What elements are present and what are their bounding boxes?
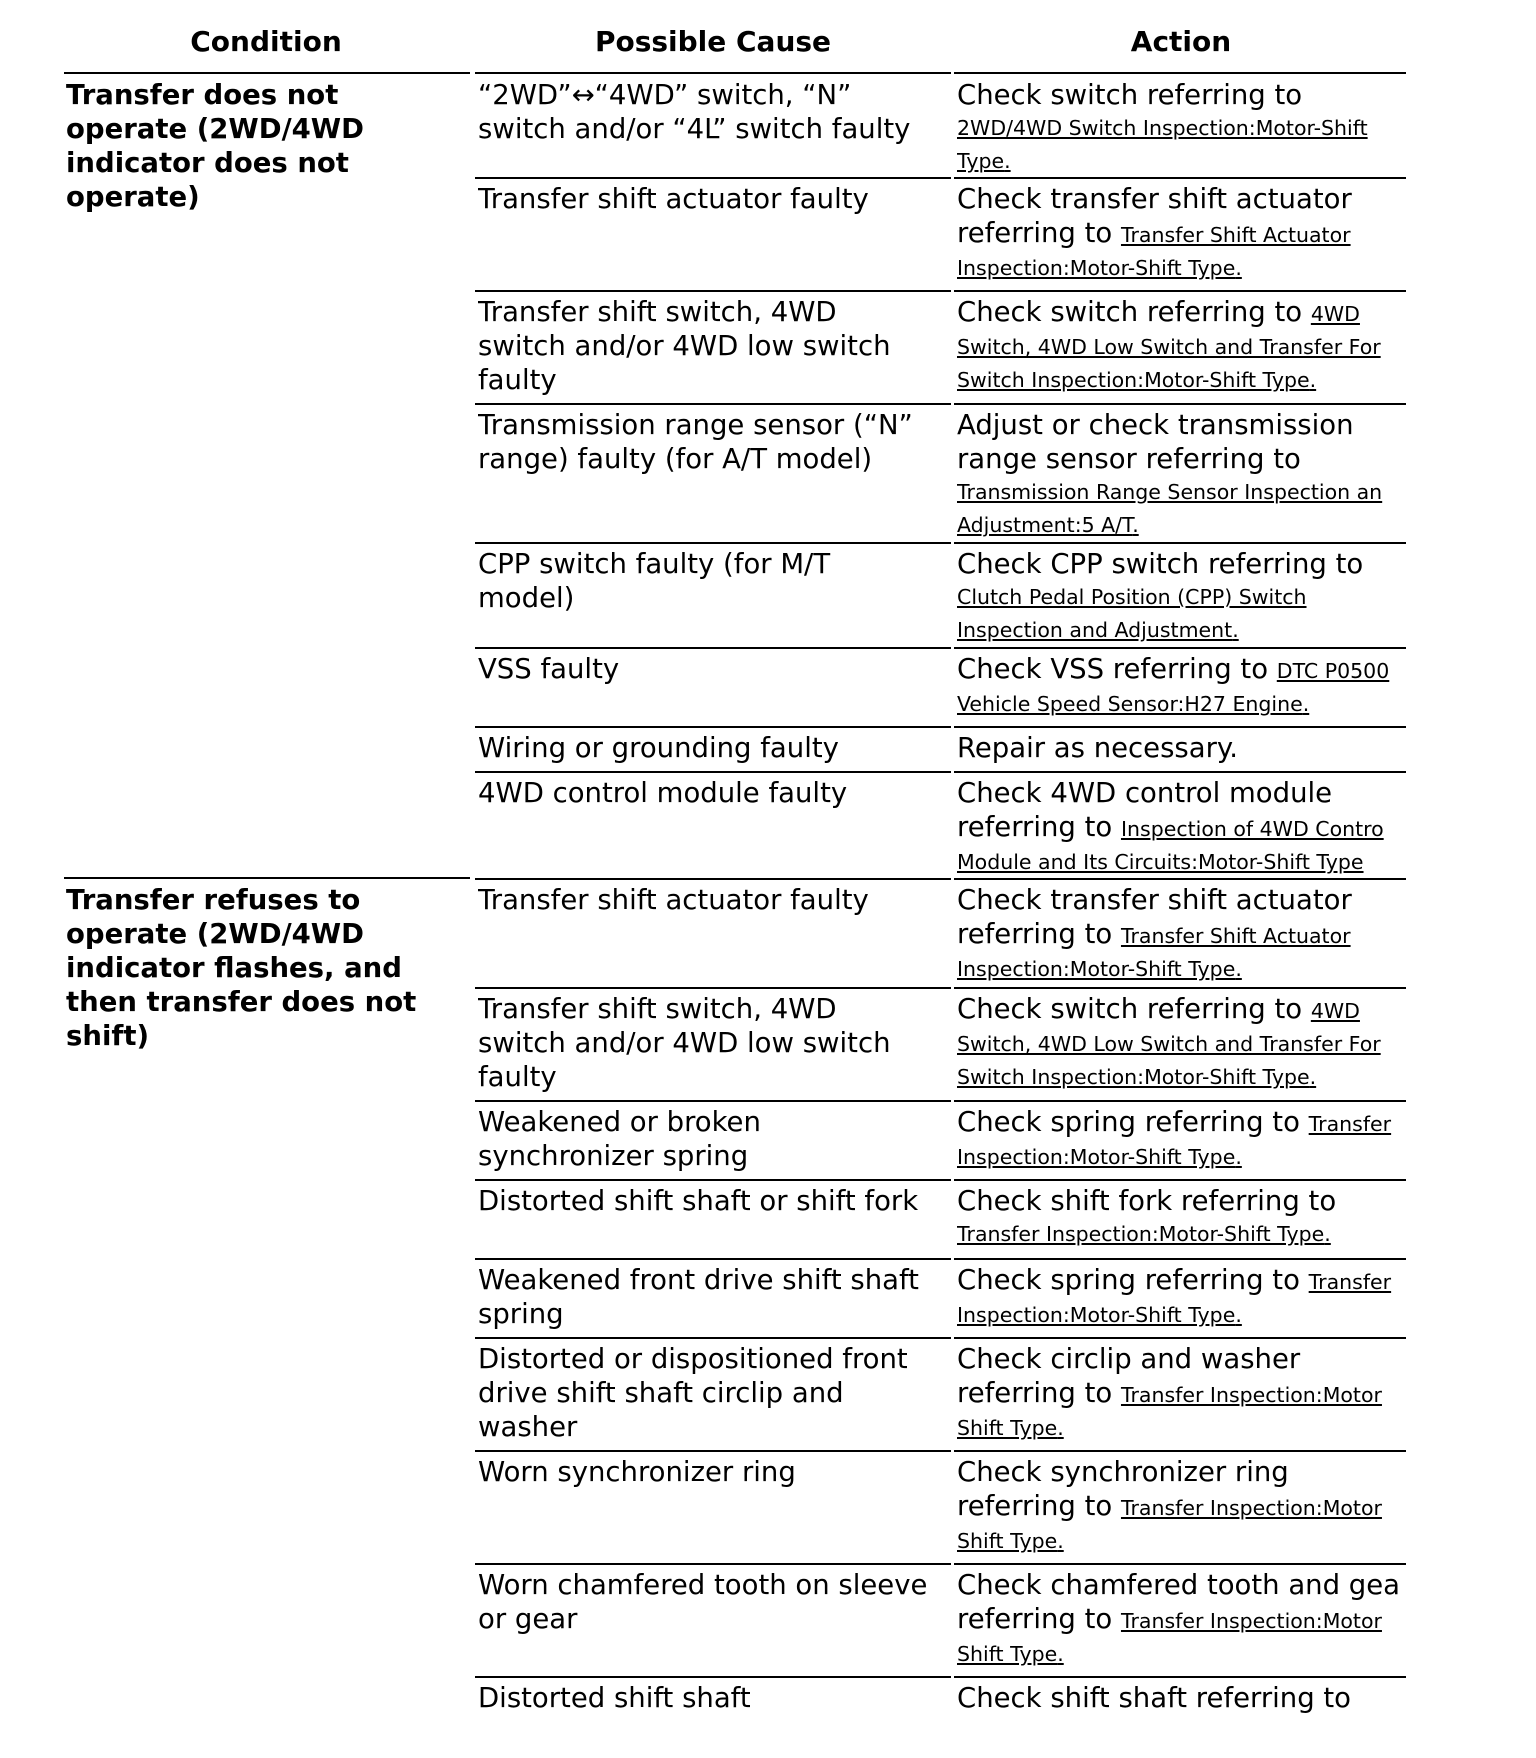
row-divider-action [954, 771, 1406, 773]
cause-text-line: Weakened or broken [478, 1106, 761, 1138]
row-divider-cause [475, 290, 951, 292]
action-cell [957, 1681, 1405, 1757]
row-divider-action [954, 878, 1406, 880]
reference-link-line [957, 1141, 1405, 1174]
reference-link[interactable]: Transfer Inspection:Motor [1120, 1383, 1382, 1407]
action-text-line [957, 652, 1405, 688]
reference-link[interactable]: Inspection:Motor-Shift Type [957, 1145, 1236, 1169]
action-text: Check synchronizer ring [957, 1456, 1289, 1488]
reference-link[interactable]: 2WD/4WD Switch Inspection:Motor-Shift [957, 116, 1368, 140]
action-text-line [957, 776, 1405, 810]
row-divider-cause [475, 987, 951, 989]
action-text-line [957, 1263, 1405, 1299]
action-cell [957, 78, 1405, 178]
action-text: referring to [957, 1490, 1121, 1522]
reference-link[interactable]: Switch Inspection:Motor-Shift Type [957, 368, 1310, 392]
condition-text-line: Transfer does not [66, 79, 339, 111]
cause-text-line: Transfer shift switch, 4WD [478, 993, 837, 1025]
condition-text-line: operate (2WD/4WD [66, 918, 364, 950]
link-suffix: . [1302, 692, 1310, 716]
possible-cause-cell [478, 776, 948, 879]
link-suffix: . [1309, 368, 1317, 392]
action-cell [957, 182, 1405, 291]
reference-link-line [957, 1525, 1405, 1558]
reference-link[interactable]: Vehicle Speed Sensor:H27 Engine [957, 692, 1303, 716]
header-rule-cause [475, 72, 951, 74]
reference-link[interactable]: 4WD [1310, 302, 1360, 326]
reference-link-line [957, 953, 1405, 986]
header-action: Action [1130, 25, 1232, 58]
link-suffix: . [1235, 256, 1242, 280]
reference-link[interactable]: Transfer Shift Actuator [1120, 223, 1351, 247]
link-suffix: . [1235, 957, 1242, 981]
reference-link[interactable]: Transfer [1308, 1112, 1392, 1136]
reference-link[interactable]: Switch, 4WD Low Switch and Transfer For [957, 1032, 1381, 1056]
action-text-line [957, 1184, 1405, 1218]
row-divider-cause [475, 1676, 951, 1678]
link-suffix: . [1132, 513, 1139, 537]
reference-link[interactable]: Inspection of 4WD Contro [1120, 817, 1384, 841]
reference-link-line [957, 1218, 1405, 1251]
cause-text-line: Distorted or dispositioned front [478, 1343, 908, 1375]
condition-text-line: Transfer refuses to [66, 884, 361, 916]
link-suffix: . [1309, 1065, 1317, 1089]
row-divider-cause [475, 647, 951, 649]
action-text: Check switch referring to [957, 993, 1311, 1025]
row-divider-cause [475, 771, 951, 773]
action-text-line [957, 1342, 1405, 1376]
row-divider-cause [475, 177, 951, 179]
action-text-line [957, 1489, 1405, 1525]
possible-cause-cell [478, 1105, 948, 1180]
reference-link-line [957, 145, 1405, 178]
action-text-line [957, 992, 1405, 1028]
header-condition: Condition [190, 25, 342, 58]
condition-text-line: shift) [66, 1020, 150, 1052]
cause-text-line: CPP switch faulty (for M/T [478, 548, 831, 580]
row-divider-cause [475, 1258, 951, 1260]
possible-cause-cell [478, 652, 948, 727]
action-cell [957, 652, 1405, 727]
action-text-line [957, 1455, 1405, 1489]
row-divider-action [954, 1337, 1406, 1339]
possible-cause-cell [478, 1342, 948, 1451]
condition-text-line: indicator flashes, and [66, 952, 402, 984]
header-rule-action [954, 72, 1406, 74]
row-divider-action [954, 726, 1406, 728]
condition-divider [64, 877, 470, 879]
row-divider-action [954, 1676, 1406, 1678]
row-divider-cause [475, 1179, 951, 1181]
reference-link-line [957, 509, 1405, 542]
reference-link[interactable]: Inspection and Adjustment [957, 618, 1233, 642]
reference-link-line [957, 581, 1405, 614]
possible-cause-cell [478, 1455, 948, 1564]
condition-text-line: then transfer does not [66, 986, 417, 1018]
action-text-line [957, 810, 1405, 846]
row-divider-cause [475, 403, 951, 405]
reference-link-line [957, 1299, 1405, 1332]
cause-text-line: 4WD control module faulty [478, 777, 848, 809]
action-text: Check 4WD control module [957, 777, 1333, 809]
action-text-line [957, 1681, 1405, 1715]
action-cell [957, 731, 1405, 772]
cause-text-line: faulty [478, 364, 557, 396]
possible-cause-cell [478, 295, 948, 404]
action-text: Check spring referring to [957, 1264, 1309, 1296]
reference-link-line [957, 1638, 1405, 1671]
possible-cause-cell [478, 731, 948, 772]
reference-link-line [957, 846, 1405, 879]
reference-link[interactable]: Module and Its Circuits:Motor-Shift Type [957, 850, 1364, 874]
possible-cause-cell [478, 547, 948, 648]
action-text: Adjust or check transmission [957, 409, 1354, 441]
action-cell [957, 883, 1405, 988]
cause-text-line: Transfer shift actuator faulty [478, 183, 869, 215]
row-divider-cause [475, 1337, 951, 1339]
action-text-line [957, 216, 1405, 252]
header-possible-cause: Possible Cause [594, 25, 832, 58]
row-divider-action [954, 1450, 1406, 1452]
action-text: Check circlip and washer [957, 1343, 1301, 1375]
row-divider-cause [475, 542, 951, 544]
link-suffix: . [1235, 1303, 1242, 1327]
possible-cause-cell [478, 182, 948, 291]
cause-text-line: drive shift shaft circlip and [478, 1377, 844, 1409]
link-suffix: . [1057, 1529, 1064, 1553]
cause-text-line: VSS faulty [478, 653, 620, 685]
action-text: referring to [957, 918, 1121, 950]
cause-text-line: Distorted shift shaft or shift fork [478, 1185, 919, 1217]
link-suffix: . [1057, 1642, 1064, 1666]
reference-link[interactable]: Transmission Range Sensor Inspection an [957, 480, 1383, 504]
action-text: Check CPP switch referring to [957, 548, 1364, 580]
action-text-line [957, 731, 1405, 765]
cause-text-line: spring [478, 1298, 564, 1330]
action-cell [957, 408, 1405, 543]
action-cell [957, 547, 1405, 648]
reference-link[interactable]: Shift Type [957, 1529, 1058, 1553]
cause-text-line: Transfer shift actuator faulty [478, 884, 869, 916]
reference-link-line [957, 1028, 1405, 1061]
action-cell [957, 1342, 1405, 1451]
possible-cause-cell [478, 1184, 948, 1259]
action-cell [957, 992, 1405, 1101]
action-text: Check shift fork referring to [957, 1185, 1337, 1217]
reference-link[interactable]: Inspection:Motor-Shift Type [957, 256, 1236, 280]
action-cell [957, 1568, 1405, 1677]
cause-text-line: Wiring or grounding faulty [478, 732, 839, 764]
reference-link[interactable]: Inspection:Motor-Shift Type [957, 957, 1236, 981]
reference-link-line [957, 1061, 1405, 1094]
cause-text-line: range) faulty (for A/T model) [478, 443, 873, 475]
row-divider-action [954, 1100, 1406, 1102]
row-divider-action [954, 542, 1406, 544]
action-text-line [957, 182, 1405, 216]
row-divider-action [954, 1179, 1406, 1181]
action-text: referring to [957, 217, 1121, 249]
row-divider-cause [475, 1563, 951, 1565]
action-text: referring to [957, 1377, 1121, 1409]
reference-link[interactable]: Transfer Inspection:Motor [1120, 1609, 1382, 1633]
row-divider-action [954, 1258, 1406, 1260]
action-text-line [957, 78, 1405, 112]
action-text-line [957, 408, 1405, 442]
action-cell [957, 1263, 1405, 1338]
action-text-line [957, 442, 1405, 476]
action-text: Check switch referring to [957, 296, 1311, 328]
action-text: Check chamfered tooth and gea [957, 1569, 1401, 1601]
reference-link[interactable]: Switch, 4WD Low Switch and Transfer For [957, 335, 1381, 359]
reference-link-line [957, 688, 1405, 721]
action-text: Check transfer shift actuator [957, 183, 1352, 215]
action-text-line [957, 1105, 1405, 1141]
reference-link-line [957, 614, 1405, 647]
action-cell [957, 1105, 1405, 1180]
action-text-line [957, 547, 1405, 581]
action-text: Repair as necessary. [957, 732, 1239, 764]
cause-text-line: Transfer shift switch, 4WD [478, 296, 837, 328]
action-text: Check switch referring to [957, 79, 1303, 111]
reference-link-line [957, 1412, 1405, 1445]
action-cell [957, 1455, 1405, 1564]
condition-text-line: indicator does not [66, 147, 349, 179]
possible-cause-cell [478, 78, 948, 178]
action-text: referring to [957, 811, 1121, 843]
action-text: Check VSS referring to [957, 653, 1277, 685]
action-text-line [957, 295, 1405, 331]
reference-link-line [957, 476, 1405, 509]
cause-text-line: faulty [478, 1061, 557, 1093]
condition-text-line: operate) [66, 181, 200, 213]
link-suffix: . [1235, 1145, 1242, 1169]
action-cell [957, 776, 1405, 879]
reference-link[interactable]: Transfer Shift Actuator [1120, 924, 1351, 948]
reference-link[interactable]: Shift Type [957, 1642, 1058, 1666]
cause-text-line: Transmission range sensor (“N” [478, 409, 913, 441]
action-text: Check shift shaft referring to [957, 1682, 1352, 1714]
reference-link[interactable]: Shift Type [957, 1416, 1058, 1440]
row-divider-action [954, 647, 1406, 649]
condition-text-line: operate (2WD/4WD [66, 113, 364, 145]
action-text-line [957, 1602, 1405, 1638]
row-divider-cause [475, 1100, 951, 1102]
cause-text-line: “2WD”↔“4WD” switch, “N” [478, 79, 852, 111]
row-divider-action [954, 987, 1406, 989]
row-divider-action [954, 290, 1406, 292]
cause-text-line: Worn synchronizer ring [478, 1456, 796, 1488]
link-suffix: . [1057, 1416, 1064, 1440]
row-divider-action [954, 1563, 1406, 1565]
possible-cause-cell [478, 1568, 948, 1677]
possible-cause-cell [478, 1681, 948, 1757]
reference-link[interactable]: Type [957, 149, 1005, 173]
cause-text-line: Worn chamfered tooth on sleeve [478, 1569, 928, 1601]
reference-link-line [957, 112, 1405, 145]
cause-text-line: or gear [478, 1603, 578, 1635]
reference-link[interactable]: Transfer Inspection:Motor [1120, 1496, 1382, 1520]
cause-text-line: synchronizer spring [478, 1140, 749, 1172]
reference-link[interactable]: DTC P0500 [1276, 659, 1390, 683]
row-divider-action [954, 403, 1406, 405]
reference-link[interactable]: Switch Inspection:Motor-Shift Type [957, 1065, 1310, 1089]
action-text-line [957, 1376, 1405, 1412]
possible-cause-cell [478, 408, 948, 543]
action-text-line [957, 1568, 1405, 1602]
reference-link-line [957, 364, 1405, 397]
row-divider-action [954, 177, 1406, 179]
reference-link[interactable]: Adjustment:5 A/T [957, 513, 1133, 537]
reference-link[interactable]: Transfer Inspection:Motor-Shift Type [957, 1222, 1325, 1246]
cause-text-line: switch and/or 4WD low switch [478, 330, 891, 362]
cause-text-line: switch and/or 4WD low switch [478, 1027, 891, 1059]
reference-link[interactable]: 4WD [1310, 999, 1360, 1023]
cause-text-line: washer [478, 1411, 578, 1443]
cause-text-line: model) [478, 582, 575, 614]
reference-link-line [957, 331, 1405, 364]
action-text-line [957, 917, 1405, 953]
link-suffix: . [1324, 1222, 1331, 1246]
condition-cell [66, 883, 466, 1053]
action-text: referring to [957, 1603, 1121, 1635]
reference-link[interactable]: Inspection:Motor-Shift Type [957, 1303, 1236, 1327]
action-text: range sensor referring to [957, 443, 1301, 475]
action-cell [957, 1184, 1405, 1259]
header-rule-condition [64, 72, 470, 74]
link-suffix: . [1232, 618, 1239, 642]
reference-link[interactable]: Clutch Pedal Position (CPP) Switch [957, 585, 1307, 609]
cause-text-line: switch and/or “4L” switch faulty [478, 113, 911, 145]
condition-cell [66, 78, 466, 214]
cause-text-line: Weakened front drive shift shaft [478, 1264, 919, 1296]
row-divider-cause [475, 878, 951, 880]
action-text-line [957, 883, 1405, 917]
action-text: Check spring referring to [957, 1106, 1309, 1138]
possible-cause-cell [478, 992, 948, 1101]
possible-cause-cell [478, 883, 948, 988]
action-cell [957, 295, 1405, 404]
possible-cause-cell [478, 1263, 948, 1338]
link-suffix: . [1004, 149, 1011, 173]
row-divider-cause [475, 1450, 951, 1452]
reference-link-line [957, 252, 1405, 285]
cause-text-line: Distorted shift shaft [478, 1682, 751, 1714]
row-divider-cause [475, 726, 951, 728]
action-text: Check transfer shift actuator [957, 884, 1352, 916]
reference-link[interactable]: Transfer [1308, 1270, 1392, 1294]
